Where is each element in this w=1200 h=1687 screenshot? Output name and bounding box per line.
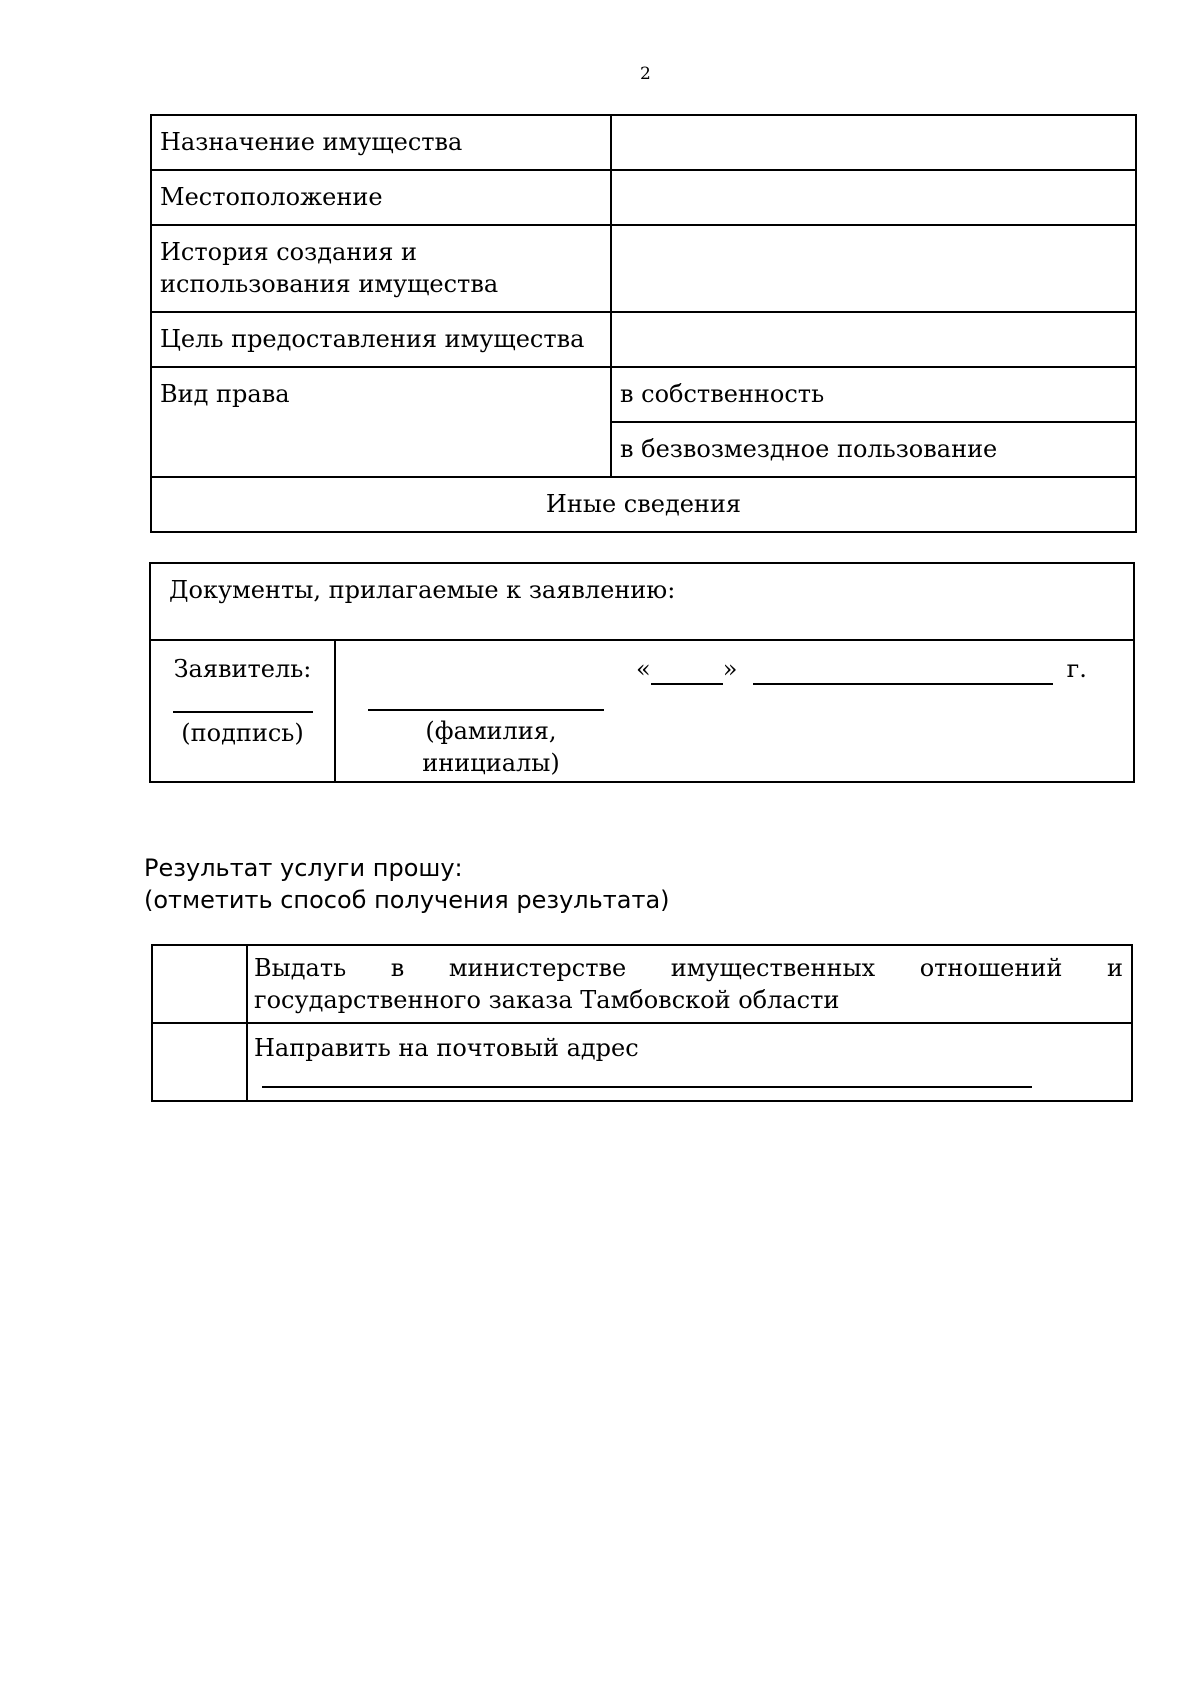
year-suffix: г. (1066, 655, 1087, 683)
name-line[interactable] (368, 709, 604, 711)
word: в (390, 954, 405, 982)
word: Выдать (254, 954, 347, 982)
documents-box (149, 562, 1135, 783)
quote-close: » (722, 655, 738, 683)
option-send-by-mail (247, 1023, 1132, 1101)
day-blank[interactable] (651, 655, 723, 685)
option-issue-in-ministry (247, 945, 1132, 1023)
option-issue-line-2: государственного заказа Тамбовской области (254, 986, 840, 1014)
postal-address-line[interactable] (262, 1086, 1032, 1088)
signature-line[interactable] (173, 711, 313, 713)
applicant-name-date-cell (335, 640, 1134, 782)
location-label: Местоположение (151, 170, 611, 225)
other-info-header: Иные сведения (151, 477, 1136, 532)
quote-open: « (636, 655, 651, 683)
option-issue-line-1 (254, 952, 1123, 984)
option-mail-label: Направить на почтовый адрес (254, 1034, 639, 1062)
month-year-blank[interactable] (753, 655, 1053, 685)
right-type-label: Вид права (151, 367, 611, 477)
property-purpose-field[interactable] (611, 115, 1136, 170)
page-number: 2 (640, 64, 651, 84)
word: и (1106, 954, 1123, 982)
property-table (150, 114, 1137, 533)
option-mail-checkbox[interactable] (152, 1023, 247, 1101)
provision-goal-field[interactable] (611, 312, 1136, 367)
history-label: История создания и использования имущества (151, 225, 611, 312)
right-type-ownership-option[interactable]: в собственность (611, 367, 1136, 422)
property-purpose-label: Назначение имущества (151, 115, 611, 170)
provision-goal-label: Цель предоставления имущества (151, 312, 611, 367)
word: отношений (919, 954, 1063, 982)
word: имущественных (670, 954, 876, 982)
right-type-free-use-option[interactable]: в безвозмездное пользование (611, 422, 1136, 477)
applicant-label: Заявитель: (173, 655, 312, 683)
applicant-signature-cell[interactable] (150, 640, 335, 782)
date-line (636, 653, 1087, 685)
name-caption: (фамилия, инициалы) (422, 717, 560, 777)
history-field[interactable] (611, 225, 1136, 312)
option-issue-checkbox[interactable] (152, 945, 247, 1023)
result-request-hint: (отметить способ получения результата) (144, 886, 670, 914)
signature-caption: (подпись) (181, 719, 304, 747)
location-field[interactable] (611, 170, 1136, 225)
result-request (144, 852, 670, 916)
delivery-method-table (151, 944, 1133, 1102)
word: министерстве (448, 954, 627, 982)
result-request-title: Результат услуги прошу: (144, 854, 463, 882)
attached-documents-label[interactable]: Документы, прилагаемые к заявлению: (150, 563, 1134, 640)
